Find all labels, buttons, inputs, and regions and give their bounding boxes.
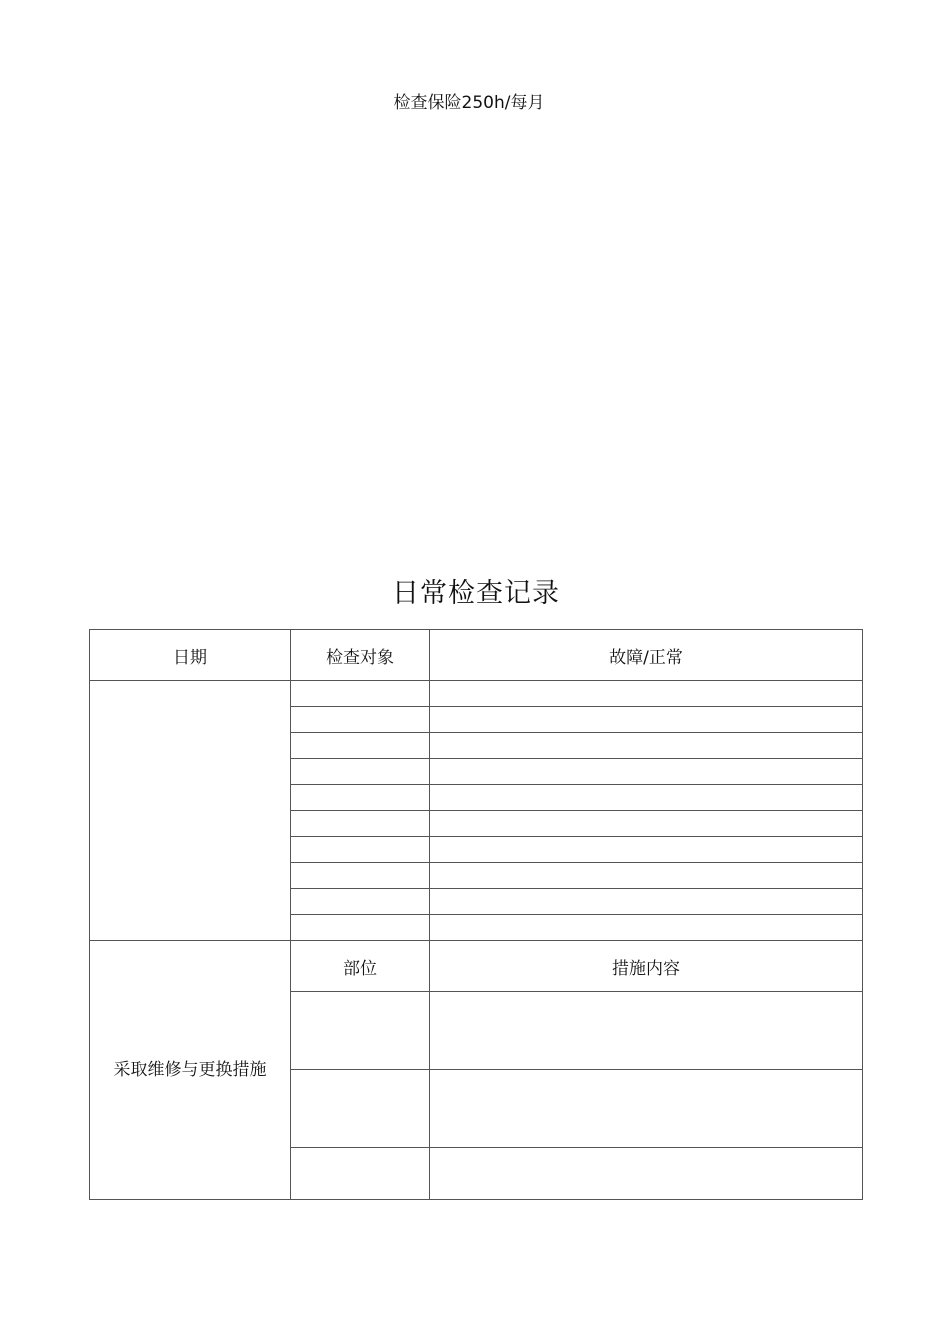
check-object-cell[interactable] [291,759,430,785]
header-date: 日期 [90,630,291,681]
measure-part-cell[interactable] [291,992,430,1070]
measure-part-cell[interactable] [291,1070,430,1148]
check-status-cell[interactable] [430,733,863,759]
check-status-cell[interactable] [430,837,863,863]
check-object-cell[interactable] [291,863,430,889]
header-note: 检查保险250h/每月 [393,93,545,113]
check-object-cell[interactable] [291,707,430,733]
check-status-cell[interactable] [430,707,863,733]
measures-label-cell [90,941,291,1200]
check-object-cell[interactable] [291,733,430,759]
check-object-cell[interactable] [291,785,430,811]
check-object-cell[interactable] [291,915,430,941]
measure-content-cell[interactable] [430,992,863,1070]
daily-check-record-table [89,629,863,1200]
measures-label: 采取维修与更换措施 [113,1060,267,1080]
measures-header-row [90,941,863,992]
check-object-cell[interactable] [291,837,430,863]
header-fault-normal: 故障/正常 [430,630,863,681]
header-part: 部位 [291,941,430,992]
header-check-object: 检查对象 [291,630,430,681]
header-measure-content: 措施内容 [430,941,863,992]
measure-part-cell[interactable] [291,1148,430,1200]
check-object-cell[interactable] [291,889,430,915]
check-status-cell[interactable] [430,759,863,785]
table-header-row [90,630,863,681]
check-status-cell[interactable] [430,863,863,889]
check-status-cell[interactable] [430,811,863,837]
check-status-cell[interactable] [430,915,863,941]
measure-content-cell[interactable] [430,1070,863,1148]
check-status-cell[interactable] [430,681,863,707]
check-object-cell[interactable] [291,811,430,837]
check-status-cell[interactable] [430,889,863,915]
document-title: 日常检查记录 [392,578,560,609]
check-status-cell[interactable] [430,785,863,811]
measure-content-cell[interactable] [430,1148,863,1200]
check-row [90,681,863,707]
check-object-cell[interactable] [291,681,430,707]
date-cell[interactable] [90,681,291,941]
